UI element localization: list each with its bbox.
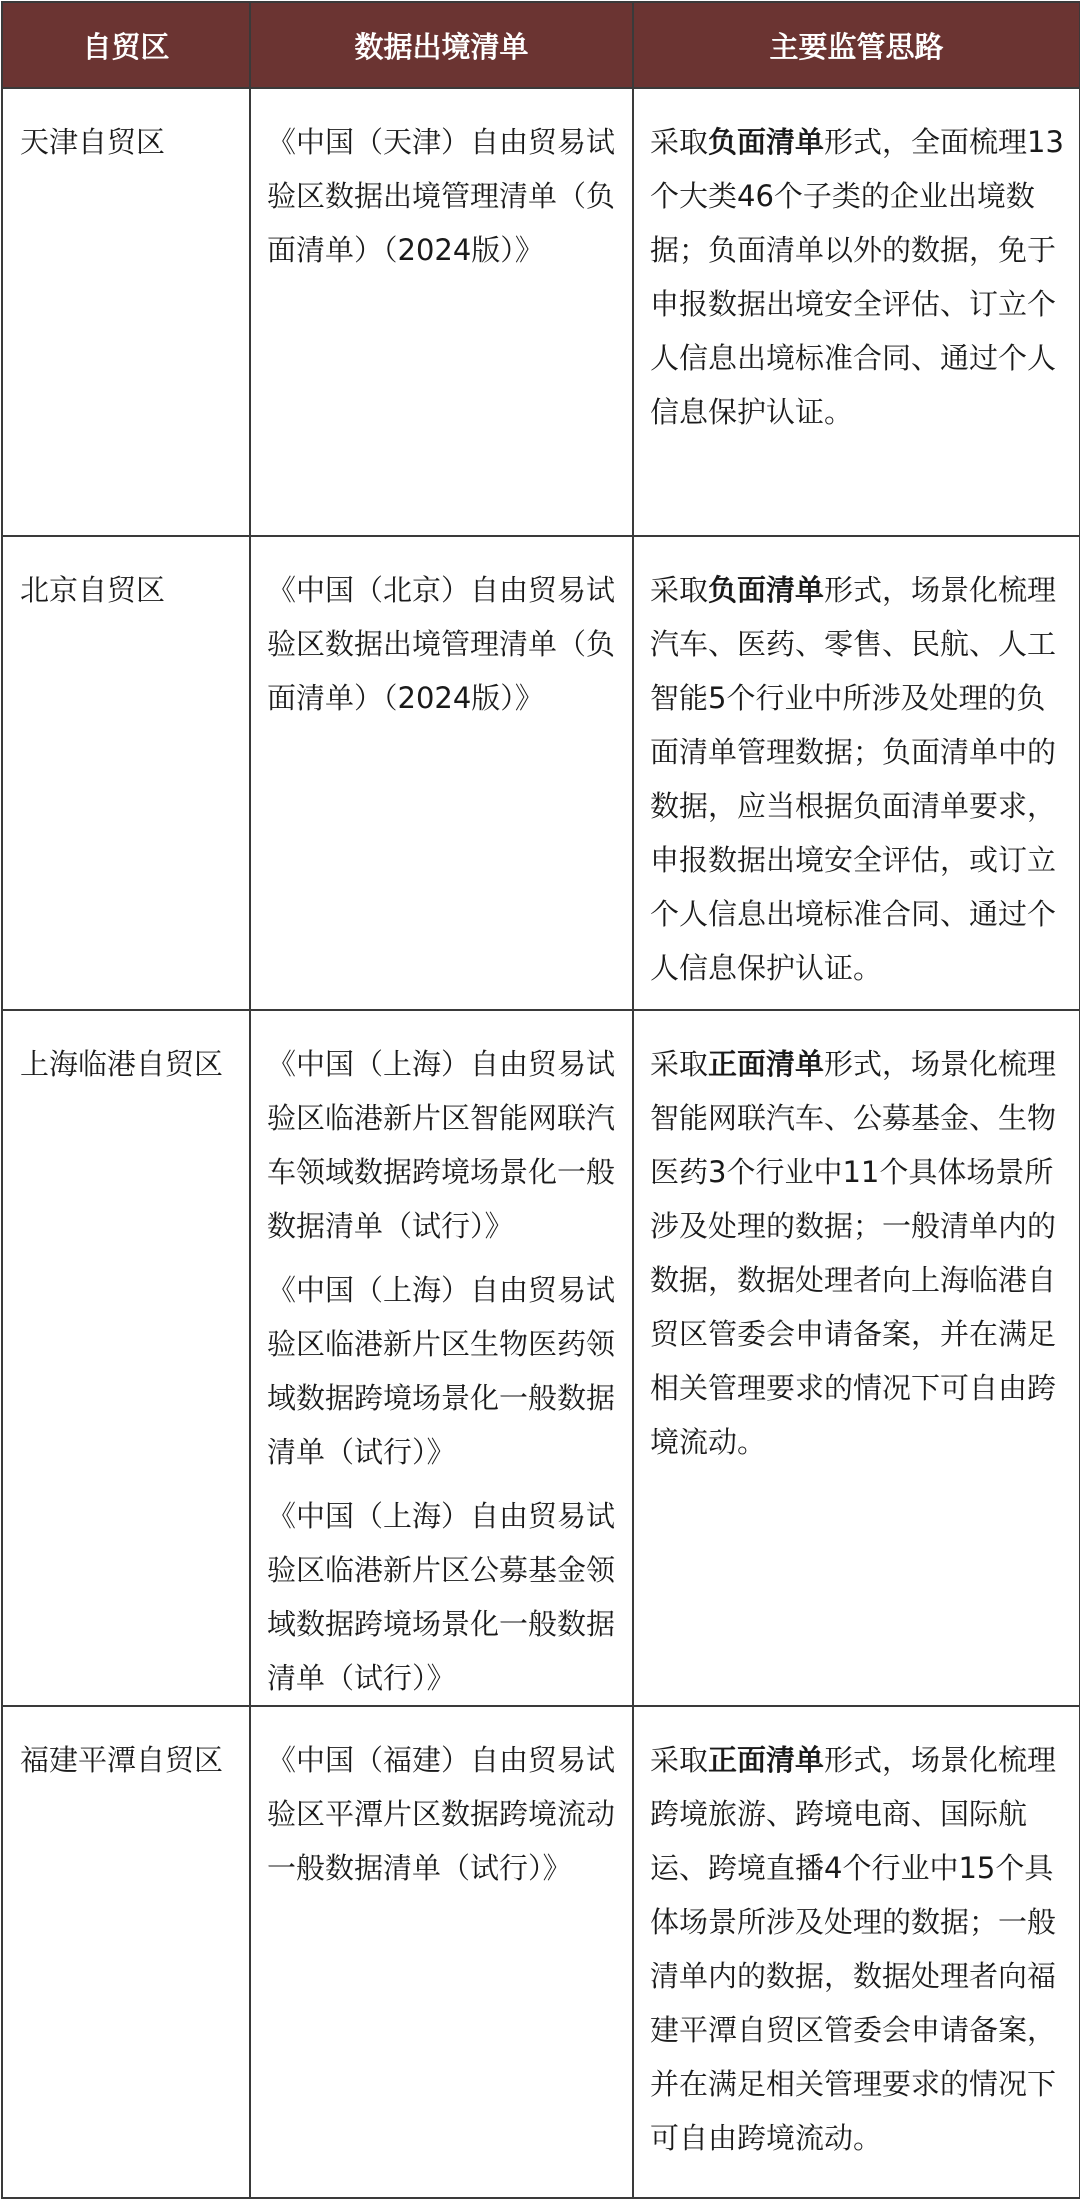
approach-prefix: 采取 xyxy=(650,1743,709,1777)
header-regulatory-approach: 主要监管思路 xyxy=(633,2,1080,88)
list-document: 《中国（上海）自由贸易试验区临港新片区生物医药领域数据跨境场景化一般数据清单（试行）》 xyxy=(267,1273,616,1469)
list-document: 《中国（上海）自由贸易试验区临港新片区智能网联汽车领域数据跨境场景化一般数据清单（试行）》 xyxy=(267,1047,616,1243)
approach-list-type: 正面清单 xyxy=(708,1743,825,1777)
list-cell xyxy=(250,536,633,1010)
approach-prefix: 采取 xyxy=(650,125,709,159)
region-cell: 天津自贸区 xyxy=(2,88,250,536)
table-header xyxy=(2,2,1080,88)
approach-prefix: 采取 xyxy=(650,1047,709,1081)
table-row xyxy=(2,88,1080,536)
approach-text: 形式，全面梳理13个大类46个子类的企业出境数据；负面清单以外的数据，免于申报数据出境安全评估、订立个人信息出境标准合同、通过个人信息保护认证。 xyxy=(650,125,1064,429)
approach-text: 形式，场景化梳理汽车、医药、零售、民航、人工智能5个行业中所涉及处理的负面清单管理数据；负面清单中的数据，应当根据负面清单要求，申报数据出境安全评估，或订立个人信息出境标准合同、通过个人信息保护认证。 xyxy=(650,573,1057,985)
list-document: 《中国（北京）自由贸易试验区数据出境管理清单（负面清单）（2024版）》 xyxy=(267,573,616,715)
list-document: 《中国（福建）自由贸易试验区平潭片区数据跨境流动一般数据清单（试行）》 xyxy=(267,1743,616,1885)
approach-cell xyxy=(633,1706,1080,2198)
header-data-export-list: 数据出境清单 xyxy=(250,2,633,88)
approach-list-type: 负面清单 xyxy=(708,573,825,607)
table-body xyxy=(2,88,1080,2198)
table-row xyxy=(2,1706,1080,2198)
approach-cell xyxy=(633,88,1080,536)
region-cell: 上海临港自贸区 xyxy=(2,1010,250,1706)
table-row xyxy=(2,1010,1080,1706)
list-cell xyxy=(250,1706,633,2198)
approach-list-type: 负面清单 xyxy=(708,125,825,159)
header-row xyxy=(2,2,1080,88)
list-cell xyxy=(250,1010,633,1706)
free-trade-zone-table xyxy=(1,1,1080,2199)
region-cell: 福建平潭自贸区 xyxy=(2,1706,250,2198)
table-row xyxy=(2,536,1080,1010)
list-document: 《中国（天津）自由贸易试验区数据出境管理清单（负面清单）（2024版）》 xyxy=(267,125,616,267)
approach-cell xyxy=(633,1010,1080,1706)
approach-list-type: 正面清单 xyxy=(708,1047,825,1081)
approach-prefix: 采取 xyxy=(650,573,709,607)
region-cell: 北京自贸区 xyxy=(2,536,250,1010)
approach-cell xyxy=(633,536,1080,1010)
approach-text: 形式，场景化梳理跨境旅游、跨境电商、国际航运、跨境直播4个行业中15个具体场景所涉及处理的数据；一般清单内的数据，数据处理者向福建平潭自贸区管委会申请备案，并在满足相关管理要求的情况下可自由跨境流动。 xyxy=(650,1743,1057,2155)
approach-text: 形式，场景化梳理智能网联汽车、公募基金、生物医药3个行业中11个具体场景所涉及处理的数据；一般清单内的数据，数据处理者向上海临港自贸区管委会申请备案，并在满足相关管理要求的情况下可自由跨境流动。 xyxy=(650,1047,1057,1459)
list-cell xyxy=(250,88,633,536)
list-document: 《中国（上海）自由贸易试验区临港新片区公募基金领域数据跨境场景化一般数据清单（试行）》 xyxy=(267,1499,616,1695)
header-region: 自贸区 xyxy=(2,2,250,88)
